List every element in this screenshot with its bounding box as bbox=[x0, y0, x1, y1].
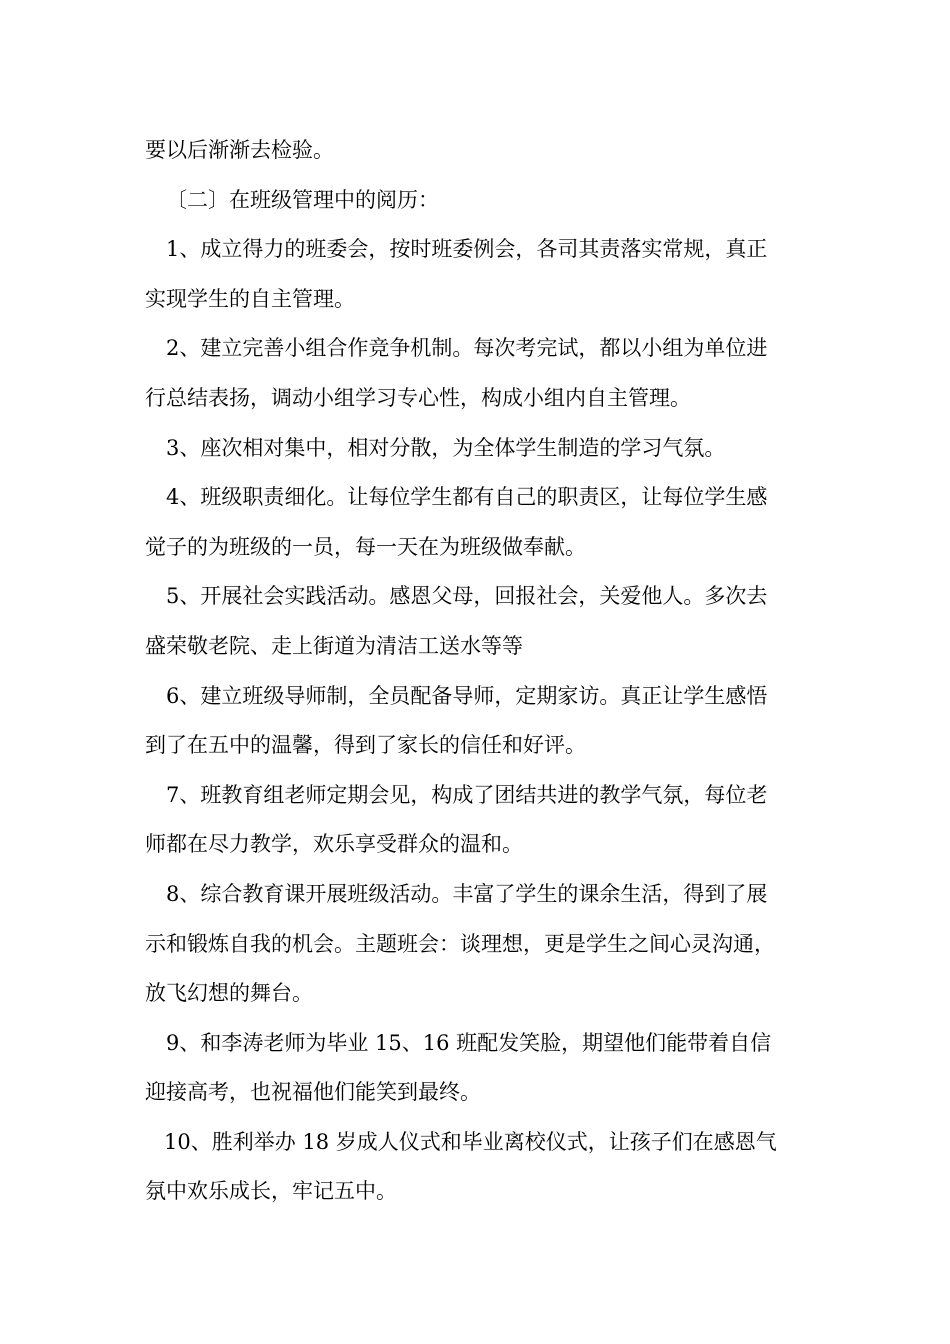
list-item-line: 示和锻炼自我的机会。主题班会：谈理想，更是学生之间心灵沟通， bbox=[145, 931, 775, 956]
list-item-line: 9、和李涛老师为毕业 15、16 班配发笑脸，期望他们能带着自信 bbox=[166, 1030, 772, 1055]
list-item-line: 师都在尽力教学，欢乐享受群众的温和。 bbox=[145, 832, 523, 857]
list-item-line: 5、开展社会实践活动。感恩父母，回报社会，关爱他人。多次去 bbox=[166, 584, 768, 609]
list-item-line: 到了在五中的温馨，得到了家长的信任和好评。 bbox=[145, 733, 586, 758]
list-item-line: 觉子的为班级的一员，每一天在为班级做奉献。 bbox=[145, 534, 586, 559]
list-item-line: 放飞幻想的舞台。 bbox=[145, 981, 313, 1006]
list-item-line: 实现学生的自主管理。 bbox=[145, 286, 355, 311]
list-item-line: 3、座次相对集中，相对分散，为全体学生制造的学习气氛。 bbox=[166, 435, 726, 460]
paragraph-line: 要以后渐渐去检验。 bbox=[145, 138, 334, 162]
list-item-line: 行总结表扬，调动小组学习专心性，构成小组内自主管理。 bbox=[145, 385, 691, 410]
list-item-line: 10、胜利举办 18 岁成人仪式和毕业离校仪式，让孩子们在感恩气 bbox=[164, 1129, 777, 1154]
list-item-line: 6、建立班级导师制，全员配备导师，定期家访。真正让学生感悟 bbox=[166, 683, 768, 708]
section-heading: 〔二〕在班级管理中的阅历： bbox=[166, 187, 439, 212]
list-item-line: 1、成立得力的班委会，按时班委例会，各司其责落实常规，真正 bbox=[166, 237, 768, 262]
list-item-line: 迎接高考，也祝福他们能笑到最终。 bbox=[145, 1080, 481, 1105]
list-item-line: 盛荣敬老院、走上街道为清洁工送水等等 bbox=[145, 633, 523, 658]
list-item-line: 氛中欢乐成长，牢记五中。 bbox=[145, 1179, 397, 1204]
document-body bbox=[145, 126, 825, 1217]
list-item-line: 7、班教育组老师定期会见，构成了团结共进的教学气氛，每位老 bbox=[166, 782, 768, 807]
list-item-line: 2、建立完善小组合作竞争机制。每次考完试，都以小组为单位进 bbox=[166, 336, 768, 361]
list-item-line: 8、综合教育课开展班级活动。丰富了学生的课余生活，得到了展 bbox=[166, 881, 768, 906]
list-item-line: 4、班级职责细化。让每位学生都有自己的职责区，让每位学生感 bbox=[166, 485, 768, 510]
